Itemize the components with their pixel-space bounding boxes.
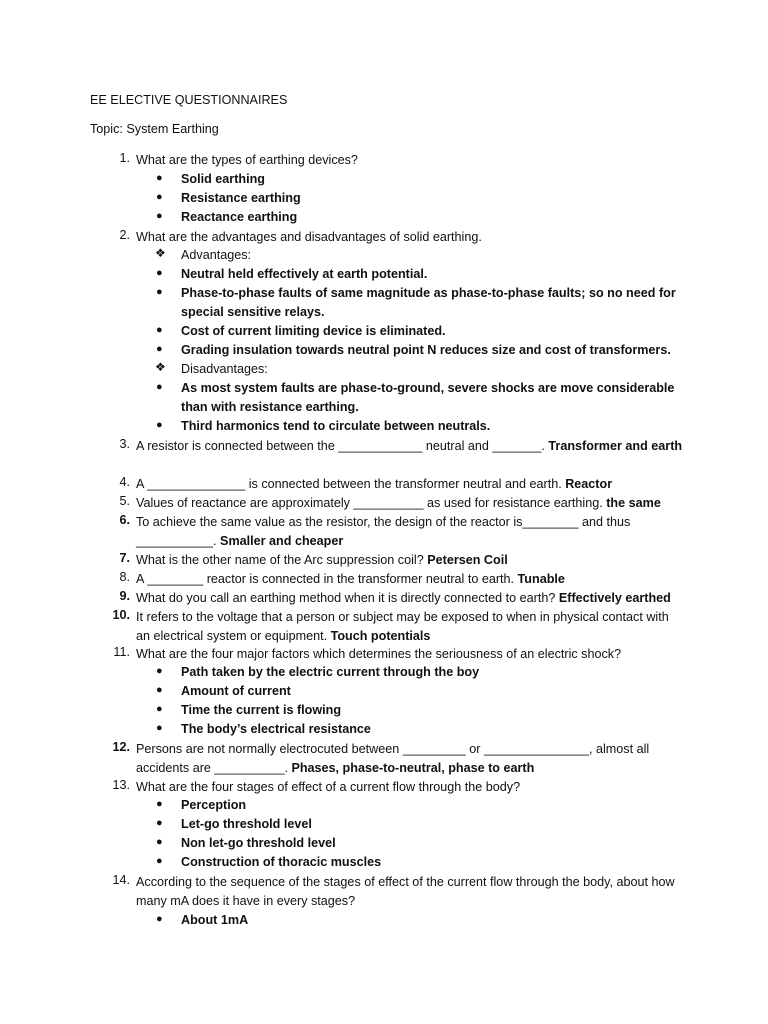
list-item: Phase-to-phase faults of same magnitude as phase-to-phase faults; so no need for special sensitive relays. bbox=[181, 286, 676, 320]
bullet-icon: ● bbox=[156, 798, 163, 810]
bullet-icon: ● bbox=[156, 703, 163, 715]
list-item: Cost of current limiting device is eliminated. bbox=[181, 324, 446, 338]
disadvantages-label: Disadvantages: bbox=[181, 362, 268, 376]
question-text: A resistor is connected between the ____________ neutral and _______. Transformer and earth bbox=[136, 439, 683, 453]
list-item: Reactance earthing bbox=[181, 210, 298, 224]
bullet-icon: ● bbox=[156, 722, 163, 734]
bullet-icon: ● bbox=[156, 817, 163, 829]
question-text: According to the sequence of the stages of effect of the current flow through the body, about how many mA does it have in every stages? bbox=[136, 875, 675, 909]
list-item: About 1mA bbox=[181, 913, 249, 927]
list-item: Neutral held effectively at earth potential. bbox=[181, 267, 428, 281]
question-text: What do you call an earthing method when it is directly connected to earth? Effectively earthed bbox=[136, 591, 671, 605]
question-number: 9. bbox=[119, 589, 130, 603]
list-item: Perception bbox=[181, 798, 247, 812]
list-item: The body’s electrical resistance bbox=[181, 722, 371, 736]
list-item: Non let-go threshold level bbox=[181, 836, 336, 850]
question-number: 6. bbox=[119, 513, 130, 527]
list-item: Construction of thoracic muscles bbox=[181, 855, 382, 869]
question-text: Values of reactance are approximately __________ as used for resistance earthing. the same bbox=[136, 496, 661, 510]
bullet-icon: ● bbox=[156, 286, 163, 298]
diamond-icon: ❖ bbox=[155, 246, 166, 260]
question-number: 3. bbox=[119, 437, 130, 451]
list-item: Third harmonics tend to circulate between neutrals. bbox=[181, 419, 491, 433]
bullet-icon: ● bbox=[156, 665, 163, 677]
advantages-label: Advantages: bbox=[181, 248, 252, 262]
question-number: 12. bbox=[112, 740, 130, 754]
answer: Touch potentials bbox=[330, 629, 431, 644]
list-item: Time the current is flowing bbox=[181, 703, 342, 717]
question-text: A ________ reactor is connected in the transformer neutral to earth. Tunable bbox=[136, 572, 565, 586]
answer: Tunable bbox=[517, 572, 565, 586]
question-text: What are the types of earthing devices? bbox=[136, 153, 358, 167]
bullet-icon: ● bbox=[156, 324, 163, 336]
question-number: 5. bbox=[119, 494, 130, 508]
question-text: A ______________ is connected between the transformer neutral and earth. Reactor bbox=[136, 477, 613, 491]
bullet-icon: ● bbox=[156, 419, 163, 431]
question-text: What are the four stages of effect of a current flow through the body? bbox=[136, 780, 521, 794]
question-number: 1. bbox=[119, 151, 130, 165]
answer: Transformer and earth bbox=[548, 439, 683, 453]
list-item: As most system faults are phase-to-ground, severe shocks are move considerable than with resistance earthing. bbox=[181, 381, 675, 415]
question-text: It refers to the voltage that a person or subject may be exposed to when in physical contact with an electrical system or equipment. Touch potentials bbox=[136, 610, 669, 644]
question-number: 11. bbox=[113, 645, 130, 659]
topic-line: Topic: System Earthing bbox=[90, 122, 219, 136]
answer: Petersen Coil bbox=[427, 553, 508, 567]
answer: Phases, phase-to-neutral, phase to earth bbox=[291, 761, 535, 776]
bullet-icon: ● bbox=[156, 343, 163, 355]
answer: Effectively earthed bbox=[558, 591, 671, 605]
list-item: Amount of current bbox=[181, 684, 291, 698]
question-text: What are the advantages and disadvantages of solid earthing. bbox=[136, 230, 482, 244]
bullet-icon: ● bbox=[156, 267, 163, 279]
bullet-icon: ● bbox=[156, 210, 163, 222]
question-number: 2. bbox=[119, 228, 130, 242]
question-text: Persons are not normally electrocuted between _________ or _______________, almost all accidents are __________. Phases, phase-to-neutral, phase to earth bbox=[136, 742, 650, 776]
bullet-icon: ● bbox=[156, 191, 163, 203]
bullet-icon: ● bbox=[156, 172, 163, 184]
question-number: 13. bbox=[112, 778, 130, 792]
document-title: EE ELECTIVE QUESTIONNAIRES bbox=[90, 93, 288, 107]
list-item: Grading insulation towards neutral point N reduces size and cost of transformers. bbox=[181, 343, 671, 357]
question-text: To achieve the same value as the resistor, the design of the reactor is________ and thus ___________. Smaller and cheaper bbox=[136, 515, 631, 549]
question-number: 4. bbox=[119, 475, 130, 489]
question-number: 10. bbox=[112, 608, 130, 622]
diamond-icon: ❖ bbox=[155, 360, 166, 374]
question-number: 7. bbox=[119, 551, 130, 565]
question-number: 8. bbox=[119, 570, 130, 584]
answer: the same bbox=[606, 496, 661, 510]
question-text: What are the four major factors which determines the seriousness of an electric shock? bbox=[136, 647, 622, 661]
bullet-icon: ● bbox=[156, 684, 163, 696]
list-item: Solid earthing bbox=[181, 172, 265, 186]
answer: Reactor bbox=[565, 477, 613, 491]
list-item: Path taken by the electric current through the boy bbox=[181, 665, 480, 679]
bullet-icon: ● bbox=[156, 836, 163, 848]
question-text: What is the other name of the Arc suppression coil? Petersen Coil bbox=[136, 553, 508, 567]
bullet-icon: ● bbox=[156, 913, 163, 925]
question-number: 14. bbox=[112, 873, 130, 887]
answer: Smaller and cheaper bbox=[220, 534, 344, 549]
bullet-icon: ● bbox=[156, 855, 163, 867]
list-item: Let-go threshold level bbox=[181, 817, 312, 831]
list-item: Resistance earthing bbox=[181, 191, 301, 205]
bullet-icon: ● bbox=[156, 381, 163, 393]
